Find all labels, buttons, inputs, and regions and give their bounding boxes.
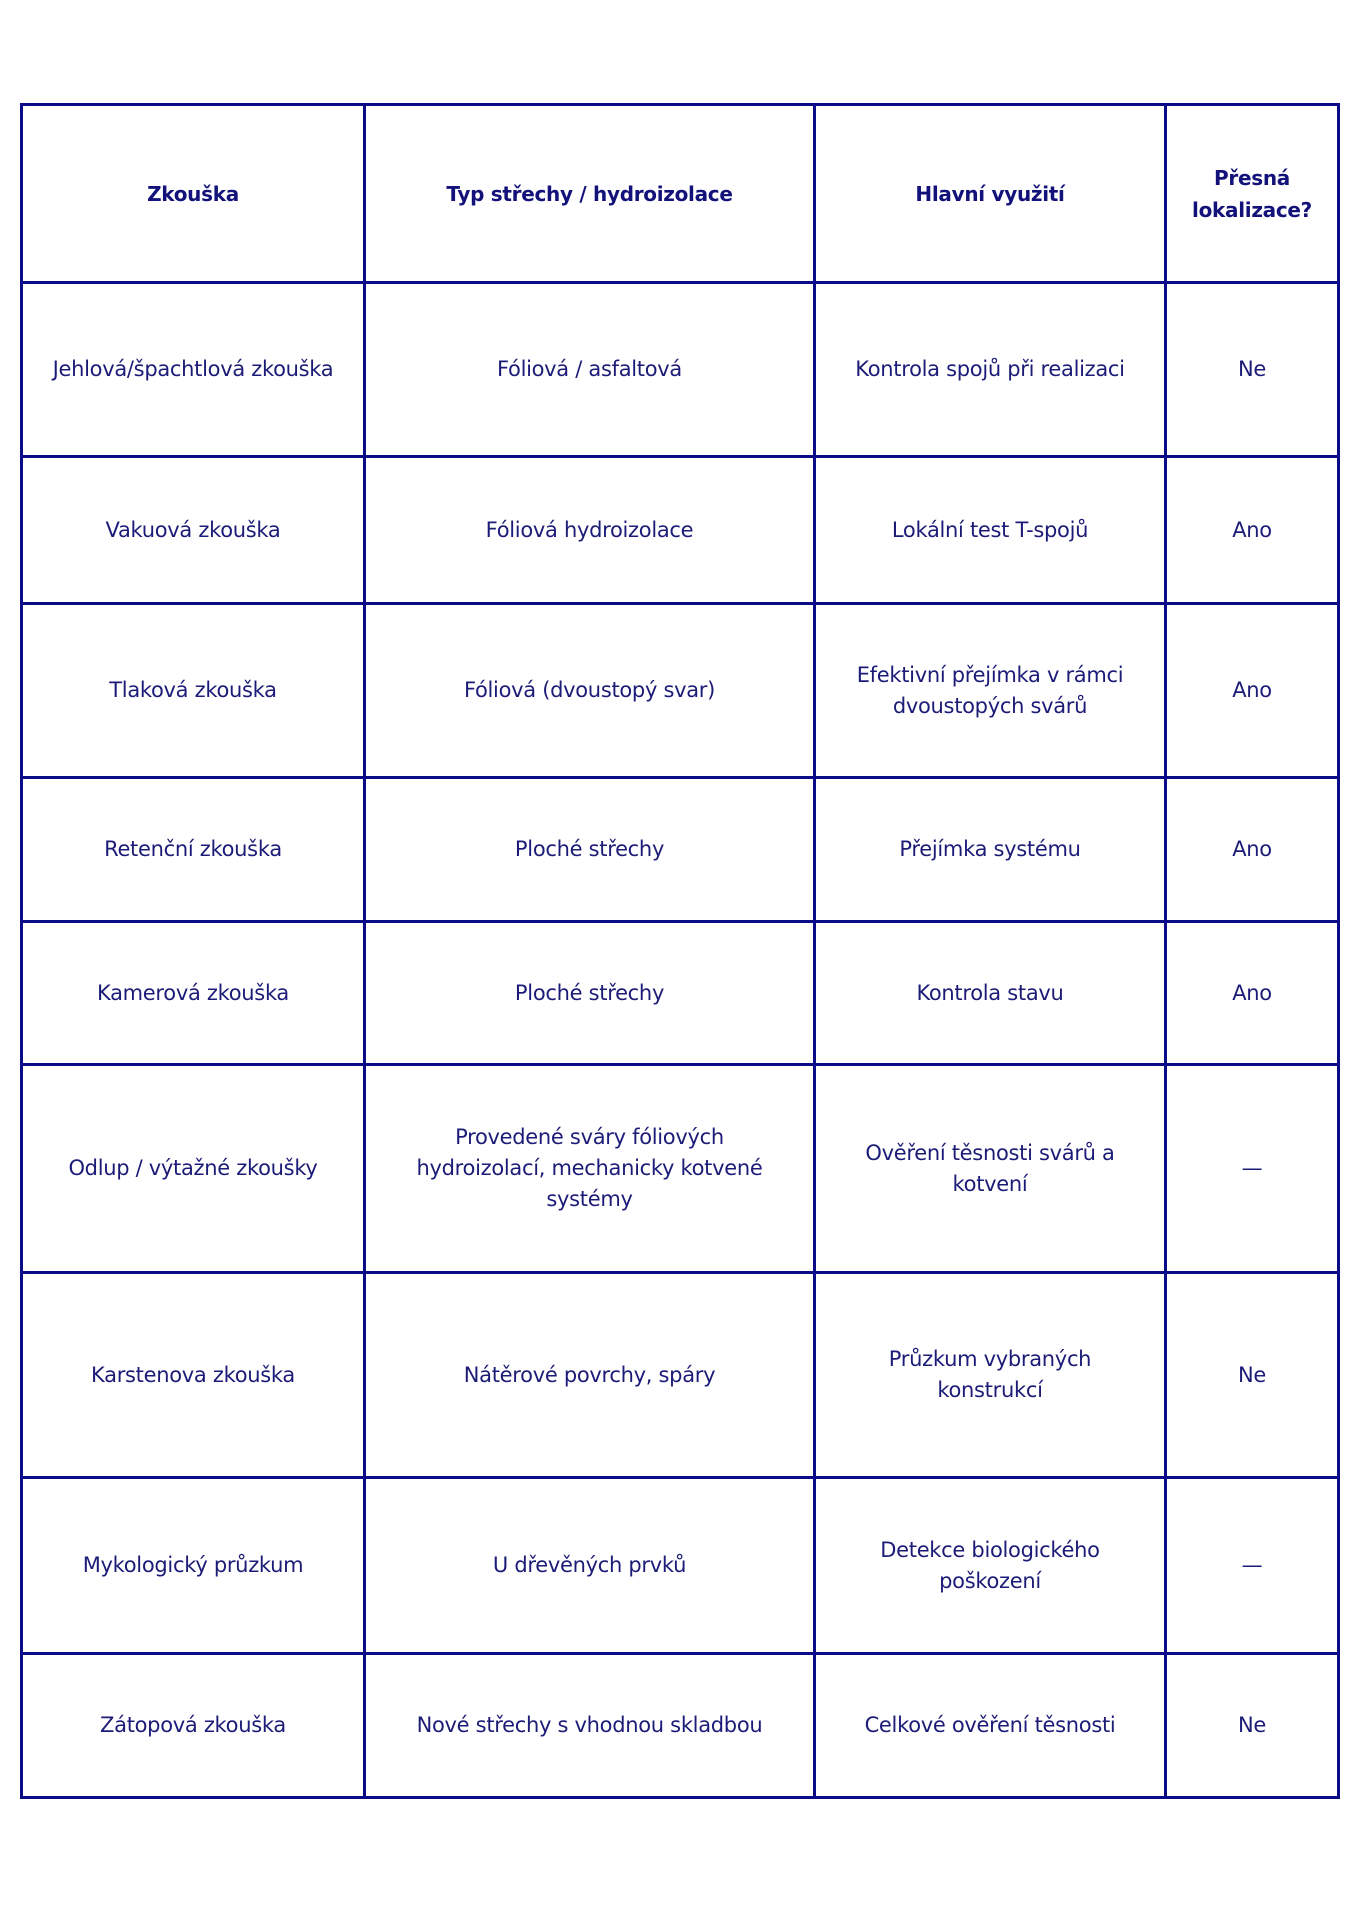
table-row <box>22 457 1339 604</box>
cell-roof-type: Nátěrové povrchy, spáry <box>365 1273 815 1478</box>
cell-main-use: Kontrola spojů při realizaci <box>815 283 1166 457</box>
header-test: Zkouška <box>22 105 365 283</box>
cell-test: Retenční zkouška <box>22 778 365 922</box>
cell-main-use: Kontrola stavu <box>815 922 1166 1065</box>
cell-localization: Ano <box>1166 457 1339 604</box>
cell-test: Zátopová zkouška <box>22 1654 365 1798</box>
cell-test: Tlaková zkouška <box>22 604 365 778</box>
cell-localization: Ne <box>1166 283 1339 457</box>
cell-roof-type: U dřevěných prvků <box>365 1478 815 1654</box>
cell-roof-type: Ploché střechy <box>365 778 815 922</box>
cell-main-use: Ověření těsnosti svárů a kotvení <box>815 1065 1166 1273</box>
cell-test: Mykologický průzkum <box>22 1478 365 1654</box>
cell-roof-type: Fóliová / asfaltová <box>365 283 815 457</box>
cell-test: Karstenova zkouška <box>22 1273 365 1478</box>
table-row <box>22 1065 1339 1273</box>
cell-roof-type: Ploché střechy <box>365 922 815 1065</box>
cell-main-use: Celkové ověření těsnosti <box>815 1654 1166 1798</box>
cell-localization: — <box>1166 1478 1339 1654</box>
roof-tests-table <box>20 103 1340 1799</box>
cell-main-use: Lokální test T-spojů <box>815 457 1166 604</box>
cell-test: Jehlová/špachtlová zkouška <box>22 283 365 457</box>
header-precise-localization: Přesná lokalizace? <box>1166 105 1339 283</box>
table-row <box>22 1273 1339 1478</box>
cell-localization: Ne <box>1166 1273 1339 1478</box>
table-row <box>22 1654 1339 1798</box>
cell-main-use: Detekce biologického poškození <box>815 1478 1166 1654</box>
table-header-row <box>22 105 1339 283</box>
cell-roof-type: Fóliová (dvoustopý svar) <box>365 604 815 778</box>
cell-main-use: Přejímka systému <box>815 778 1166 922</box>
cell-localization: — <box>1166 1065 1339 1273</box>
table-row <box>22 283 1339 457</box>
cell-localization: Ano <box>1166 604 1339 778</box>
header-main-use: Hlavní využití <box>815 105 1166 283</box>
cell-roof-type: Provedené sváry fóliových hydroizolací, mechanicky kotvené systémy <box>365 1065 815 1273</box>
header-roof-type: Typ střechy / hydroizolace <box>365 105 815 283</box>
cell-test: Kamerová zkouška <box>22 922 365 1065</box>
cell-localization: Ano <box>1166 922 1339 1065</box>
cell-test: Vakuová zkouška <box>22 457 365 604</box>
cell-main-use: Efektivní přejímka v rámci dvoustopých svárů <box>815 604 1166 778</box>
table-row <box>22 922 1339 1065</box>
table-row <box>22 604 1339 778</box>
cell-localization: Ano <box>1166 778 1339 922</box>
cell-main-use: Průzkum vybraných konstrukcí <box>815 1273 1166 1478</box>
cell-roof-type: Fóliová hydroizolace <box>365 457 815 604</box>
cell-test: Odlup / výtažné zkoušky <box>22 1065 365 1273</box>
cell-localization: Ne <box>1166 1654 1339 1798</box>
table-row <box>22 1478 1339 1654</box>
table-row <box>22 778 1339 922</box>
cell-roof-type: Nové střechy s vhodnou skladbou <box>365 1654 815 1798</box>
